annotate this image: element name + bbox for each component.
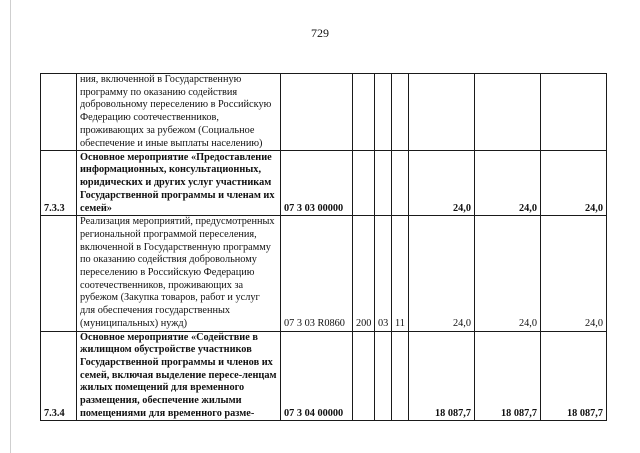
table-row — [41, 331, 607, 421]
expense-type-code — [353, 331, 375, 421]
expense-type-code — [353, 74, 375, 151]
page-edge-line — [10, 0, 11, 453]
page-number: 729 — [311, 26, 329, 40]
budget-table — [40, 73, 607, 421]
amount-year-1: 18 087,7 — [409, 331, 475, 421]
row-description: Основное мероприятие «Предоставление информационных, консультационных, юридических и других услуг участникам Государственной программы и членам их семей» — [77, 151, 281, 216]
section-code — [375, 331, 392, 421]
subsection-code — [392, 151, 409, 216]
row-description: ния, включенной в Государственную программу по оказанию содействия добровольному переселению в Российскую Федерацию соотечественников, проживающих за рубежом (Социальное обеспечение и иные выплаты населению) — [77, 74, 281, 151]
amount-year-3: 24,0 — [541, 151, 607, 216]
section-code — [375, 151, 392, 216]
target-article-code: 07 3 03 00000 — [281, 151, 353, 216]
table-row — [41, 151, 607, 216]
row-number — [41, 74, 77, 151]
section-code — [375, 74, 392, 151]
amount-year-2: 18 087,7 — [475, 331, 541, 421]
amount-year-1: 24,0 — [409, 216, 475, 331]
subsection-code — [392, 74, 409, 151]
amount-year-3 — [541, 74, 607, 151]
row-description: Основное мероприятие «Содействие в жилищном обустройстве участников Государственной программы и членов их семей, включая выделение пересе-ленцам жилых помещений для временного размещения, обеспечение жилыми помещениями для временного разме- — [77, 331, 281, 421]
expense-type-code: 200 — [353, 216, 375, 331]
amount-year-2: 24,0 — [475, 151, 541, 216]
target-article-code: 07 3 03 R0860 — [281, 216, 353, 331]
row-number: 7.3.4 — [41, 331, 77, 421]
section-code: 03 — [375, 216, 392, 331]
subsection-code — [392, 331, 409, 421]
amount-year-1 — [409, 74, 475, 151]
amount-year-2: 24,0 — [475, 216, 541, 331]
amount-year-3: 18 087,7 — [541, 331, 607, 421]
table-row — [41, 74, 607, 151]
amount-year-3: 24,0 — [541, 216, 607, 331]
amount-year-2 — [475, 74, 541, 151]
subsection-code: 11 — [392, 216, 409, 331]
row-number — [41, 216, 77, 331]
row-number: 7.3.3 — [41, 151, 77, 216]
expense-type-code — [353, 151, 375, 216]
amount-year-1: 24,0 — [409, 151, 475, 216]
target-article-code: 07 3 04 00000 — [281, 331, 353, 421]
target-article-code — [281, 74, 353, 151]
row-description: Реализация мероприятий, предусмотренных региональной программой переселения, включенной в Государственную программу по оказанию содействия добровольному переселению в Российскую Федерацию соотечественников, проживающих за рубежом (Закупка товаров, работ и услуг для обеспечения государственных (муниципальных) нужд) — [77, 216, 281, 331]
table-row — [41, 216, 607, 331]
